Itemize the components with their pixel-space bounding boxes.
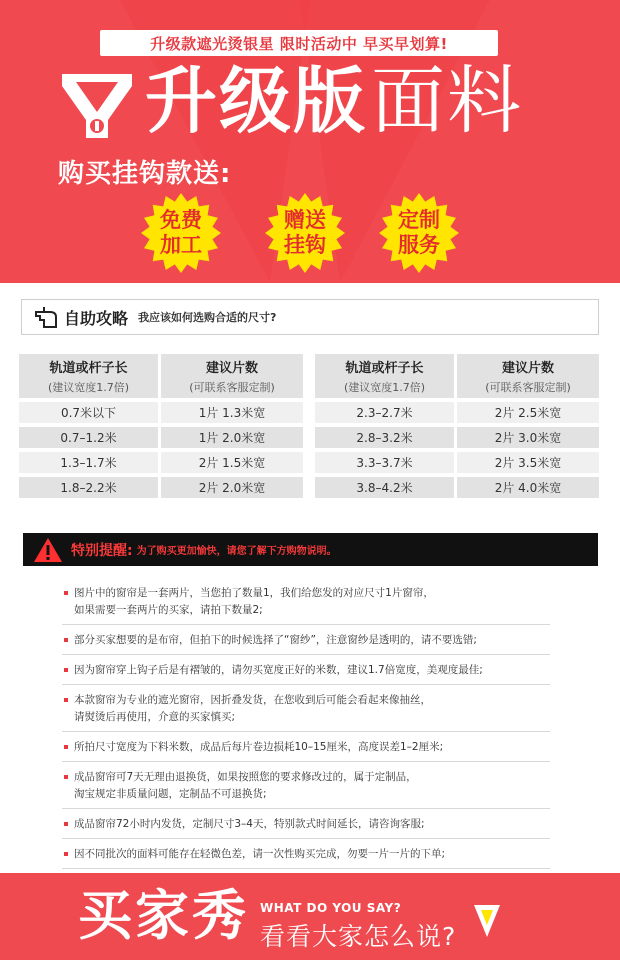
header-pieces-sub: (可联系客服定制): [485, 381, 571, 394]
gift-badges: [140, 192, 470, 274]
note-line: 因为窗帘穿上钩子后是有褶皱的，请勿买宽度正好的米数，建议1.7倍宽度，美观度最佳;: [74, 664, 483, 676]
table-row: [315, 402, 599, 423]
headline-bold: 升级版: [145, 59, 368, 143]
gift-badge-line2: 服务: [398, 233, 440, 257]
gift-badge-custom: [378, 192, 460, 274]
cell-pieces: 1片 1.3米宽: [161, 402, 303, 423]
gift-badge-line2: 加工: [160, 233, 202, 257]
header-length-sub: (建议宽度1.7倍): [47, 381, 130, 394]
header-length-main: 轨道或杆子长: [345, 361, 424, 376]
note-line: 部分买家想要的是布帘，但拍下的时候选择了“窗纱”，注意窗纱是透明的，请不要选错;: [74, 634, 477, 646]
table-row: [315, 452, 599, 473]
hero-headline: [145, 56, 523, 146]
table-row: [19, 477, 303, 498]
cell-length: 1.8–2.2米: [19, 477, 161, 498]
table-row: [19, 452, 303, 473]
promo-bar: [100, 30, 498, 56]
guide-title: 自助攻略: [64, 308, 129, 328]
gift-badge-processing: [140, 192, 222, 274]
header-length: [19, 354, 161, 398]
arrow-down-icon: [472, 903, 502, 939]
table-row: [315, 427, 599, 448]
cell-length: 2.8–3.2米: [315, 427, 457, 448]
header-pieces-main: 建议片数: [501, 361, 554, 376]
header-pieces-sub: (可联系客服定制): [189, 381, 275, 394]
hand-pointer-icon: [32, 303, 60, 331]
gift-badge-line2: 挂钩: [284, 233, 326, 257]
size-table-right: [315, 350, 599, 502]
note-line: 成品窗帘可7天无理由退换货，如果按照您的要求修改过的，属于定制品，: [74, 771, 417, 783]
header-length-main: 轨道或杆子长: [49, 361, 128, 376]
buyer-show-subtitle: 看看大家怎么说?: [260, 922, 457, 951]
buyer-show-english: WHAT DO YOU SAY?: [260, 901, 402, 915]
header-pieces: [161, 354, 303, 398]
cell-pieces: 2片 2.0米宽: [161, 477, 303, 498]
cell-length: 0.7米以下: [19, 402, 161, 423]
table-row: [315, 477, 599, 498]
cell-length: 1.3–1.7米: [19, 452, 161, 473]
cell-pieces: 2片 3.0米宽: [457, 427, 599, 448]
note-line: 本款窗帘为专业的遮光窗帘，因折叠发货，在您收到后可能会看起来像抽丝，: [74, 694, 431, 706]
cell-pieces: 2片 4.0米宽: [457, 477, 599, 498]
note-line: 所拍尺寸宽度为下料米数，成品后每片卷边损耗10–15厘米，高度误差1–2厘米;: [74, 741, 444, 753]
note-line: 成品窗帘72小时内发货，定制尺寸3–4天，特别款式时间延长，请咨询客服;: [74, 818, 425, 830]
note-line: 图片中的窗帘是一套两片，当您拍了数量1，我们给您发的对应尺寸1片窗帘，: [74, 587, 434, 599]
list-item: [62, 762, 550, 809]
size-table-left: [19, 350, 303, 502]
header-pieces: [457, 354, 599, 398]
gift-badge-hooks: [264, 192, 346, 274]
note-line: 淘宝规定非质量问题，定制品不可退换货;: [74, 788, 267, 800]
list-item: [62, 685, 550, 732]
size-table-header: [315, 354, 599, 398]
note-line: 如果需要一套两片的买家，请拍下数量2;: [74, 604, 263, 616]
guide-header: [21, 299, 599, 335]
notice-title: 特别提醒:: [71, 542, 133, 559]
gift-title: 购买挂钩款送:: [58, 159, 232, 189]
promo-text: 升级款遮光烫银星 限时活动中 早买早划算!: [150, 34, 448, 53]
note-line: 请熨烫后再使用，介意的买家慎买;: [74, 711, 236, 723]
shield-logo-icon: [58, 64, 136, 142]
guide-subtitle: 我应该如何选购合适的尺寸?: [138, 311, 277, 324]
cell-length: 3.8–4.2米: [315, 477, 457, 498]
purchase-notes: [62, 578, 550, 869]
header-length: [315, 354, 457, 398]
warning-icon: [33, 537, 63, 563]
cell-pieces: 2片 1.5米宽: [161, 452, 303, 473]
cell-pieces: 2片 3.5米宽: [457, 452, 599, 473]
cell-pieces: 2片 2.5米宽: [457, 402, 599, 423]
gift-badge-line1: 定制: [398, 208, 440, 232]
cell-pieces: 1片 2.0米宽: [161, 427, 303, 448]
cell-length: 0.7–1.2米: [19, 427, 161, 448]
notice-bar: [23, 533, 598, 566]
table-row: [19, 427, 303, 448]
headline-thin: 面料: [371, 58, 524, 144]
list-item: [62, 839, 550, 869]
header-pieces-main: 建议片数: [205, 361, 258, 376]
cell-length: 2.3–2.7米: [315, 402, 457, 423]
list-item: [62, 578, 550, 625]
notice-text: 为了购买更加愉快，请您了解下方购物说明。: [136, 546, 337, 557]
list-item: [62, 732, 550, 762]
table-row: [19, 402, 303, 423]
gift-badge-line1: 赠送: [284, 208, 326, 232]
buyer-show-banner: [0, 873, 620, 960]
list-item: [62, 625, 550, 655]
hero-banner: [0, 0, 620, 283]
cell-length: 3.3–3.7米: [315, 452, 457, 473]
note-line: 因不同批次的面料可能存在轻微色差，请一次性购买完成，勿要一片一片的下单;: [74, 848, 446, 860]
header-length-sub: (建议宽度1.7倍): [343, 381, 426, 394]
buyer-show-title: 买家秀: [78, 884, 249, 947]
gift-badge-line1: 免费: [160, 208, 202, 232]
size-table-header: [19, 354, 303, 398]
list-item: [62, 809, 550, 839]
list-item: [62, 655, 550, 685]
